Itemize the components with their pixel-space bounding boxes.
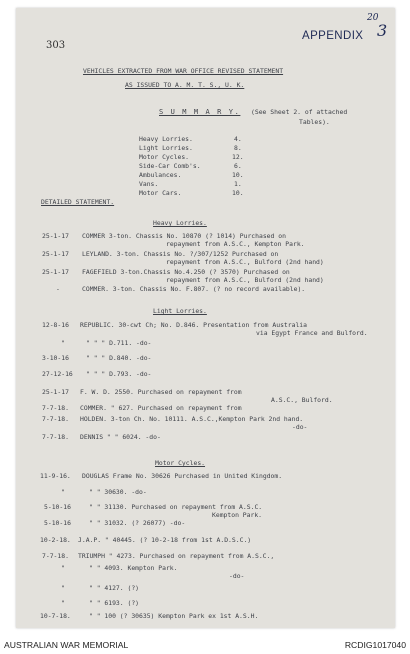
entry-text: " " 31032. (? 26077) -do-	[89, 519, 186, 527]
summary-value: 6.	[234, 162, 242, 170]
entry-text: repayment from A.S.C., Bulford (2nd hand)	[166, 276, 324, 284]
summary-heading: S U M M A R Y.	[159, 108, 241, 116]
summary-label: Motor Cycles.	[139, 153, 190, 161]
summary-value: 1.	[234, 180, 242, 188]
summary-value: 8.	[234, 144, 242, 152]
summary-note: Tables).	[299, 118, 330, 126]
summary-value: 4.	[234, 135, 242, 143]
section-heading-motor-cycles: Motor Cycles.	[155, 459, 206, 467]
summary-label: Motor Cars.	[139, 189, 182, 197]
detailed-statement-heading: DETAILED STATEMENT.	[41, 198, 115, 206]
entry-date: 11-9-16.	[40, 472, 71, 480]
entry-text: " " 31130. Purchased on repayment from A.S.C.	[89, 503, 263, 511]
footer-source: AUSTRALIAN WAR MEMORIAL	[4, 640, 129, 650]
section-heading-light-lorries: Light Lorries.	[153, 307, 207, 315]
entry-date: 3-10-16	[42, 354, 69, 362]
entry-text: F. W. D. 2550. Purchased on repayment from	[80, 388, 242, 396]
summary-value: 12.	[232, 153, 244, 161]
section-heading-heavy-lorries: Heavy Lorries.	[153, 219, 207, 227]
entry-text: FAGEFIELD 3-ton.Chassis No.4.250 (? 3570) Purchased on	[82, 268, 290, 276]
entry-text: repayment from A.S.C., Bulford (2nd hand)	[166, 258, 324, 266]
entry-date: 25-1-17	[42, 250, 69, 258]
summary-label: Side-Car Comb's.	[139, 162, 201, 170]
entry-text: Kempton Park.	[212, 511, 263, 519]
summary-label: Vans.	[139, 180, 159, 188]
entry-date: 7-7-18.	[42, 404, 69, 412]
entry-text: DENNIS " " 6024. -do-	[80, 433, 161, 441]
entry-text: J.A.P. " 40445. (? 10-2-18 from 1st A.D.S.C.)	[78, 536, 252, 544]
entry-text: COMMER. " 627. Purchased on repayment from	[80, 404, 242, 412]
entry-date: -	[56, 285, 60, 293]
entry-date: 27-12-16	[42, 370, 73, 378]
summary-value: 10.	[232, 189, 244, 197]
page-number: 303	[46, 40, 66, 51]
entry-text: " " " D.793. -do-	[86, 370, 152, 378]
entry-date: 7-7-18.	[42, 415, 69, 423]
entry-date: "	[61, 339, 65, 347]
entry-text: via Egypt France and Bulford.	[256, 329, 368, 337]
summary-note: (See Sheet 2. of attached	[251, 108, 348, 116]
entry-date: 12-8-16	[42, 321, 69, 329]
entry-text: TRIUMPH " 4273. Purchased on repayment from A.S.C.,	[78, 552, 275, 560]
handwritten-number: 20	[367, 13, 379, 23]
entry-date: 5-10-16	[44, 503, 71, 511]
entry-date: 25-1-17	[42, 268, 69, 276]
appendix-label: APPENDIX	[302, 30, 364, 42]
entry-date: 25-1-17	[42, 388, 69, 396]
entry-text: HOLDEN. 3-ton Ch. No. 10111. A.S.C.,Kempton Park 2nd hand.	[80, 415, 304, 423]
document-page	[16, 8, 395, 628]
document-title-line2: AS ISSUED TO A. M. T. S., U. K.	[125, 81, 245, 89]
summary-label: Light Lorries.	[139, 144, 193, 152]
summary-label: Ambulances.	[139, 171, 182, 179]
entry-text: A.S.C., Bulford.	[271, 396, 333, 404]
entry-date: 7-7-18.	[42, 552, 69, 560]
entry-date: 7-7-18.	[42, 433, 69, 441]
entry-text: -do-	[292, 423, 308, 431]
document-title-line1: VEHICLES EXTRACTED FROM WAR OFFICE REVISED STATEMENT	[83, 67, 284, 75]
entry-text: " " 100 (? 30635) Kempton Park ex 1st A.S.H.	[89, 612, 259, 620]
entry-date: "	[61, 564, 65, 572]
entry-date: 10-2-18.	[40, 536, 71, 544]
entry-date: "	[61, 488, 65, 496]
entry-text: " " 4127. (?)	[89, 584, 140, 592]
entry-date: "	[61, 599, 65, 607]
entry-date: 25-1-17	[42, 232, 69, 240]
entry-text: COMMER 3-ton. Chassis No. 10870 (? 1014) Purchased on	[82, 232, 286, 240]
summary-label: Heavy Lorries.	[139, 135, 193, 143]
appendix-number: 3	[377, 21, 388, 40]
entry-text: -do-	[229, 572, 245, 580]
entry-text: repayment from A.S.C., Kempton Park.	[166, 240, 305, 248]
entry-text: REPUBLIC. 30-cwt Ch; No. D.846. Presentation from Australia	[80, 321, 308, 329]
entry-text: DOUGLAS Frame No. 30626 Purchased in United Kingdom.	[82, 472, 283, 480]
entry-date: 5-10-16	[44, 519, 71, 527]
entry-text: COMMER. 3-ton. Chassis No. F.807. (? no record available).	[82, 285, 306, 293]
entry-text: " " 6193. (?)	[89, 599, 140, 607]
entry-text: " " " D.711. -do-	[86, 339, 152, 347]
entry-text: " " 30630. -do-	[89, 488, 147, 496]
summary-value: 10.	[232, 171, 244, 179]
entry-text: " " 4093. Kempton Park.	[89, 564, 178, 572]
footer-record-id: RCDIG1017040	[344, 640, 406, 650]
entry-text: " " " D.840. -do-	[86, 354, 152, 362]
entry-date: 10-7-18.	[40, 612, 71, 620]
entry-text: LEYLAND. 3-ton. Chassis No. ?/307/1252 Purchased on	[82, 250, 279, 258]
entry-date: "	[61, 584, 65, 592]
